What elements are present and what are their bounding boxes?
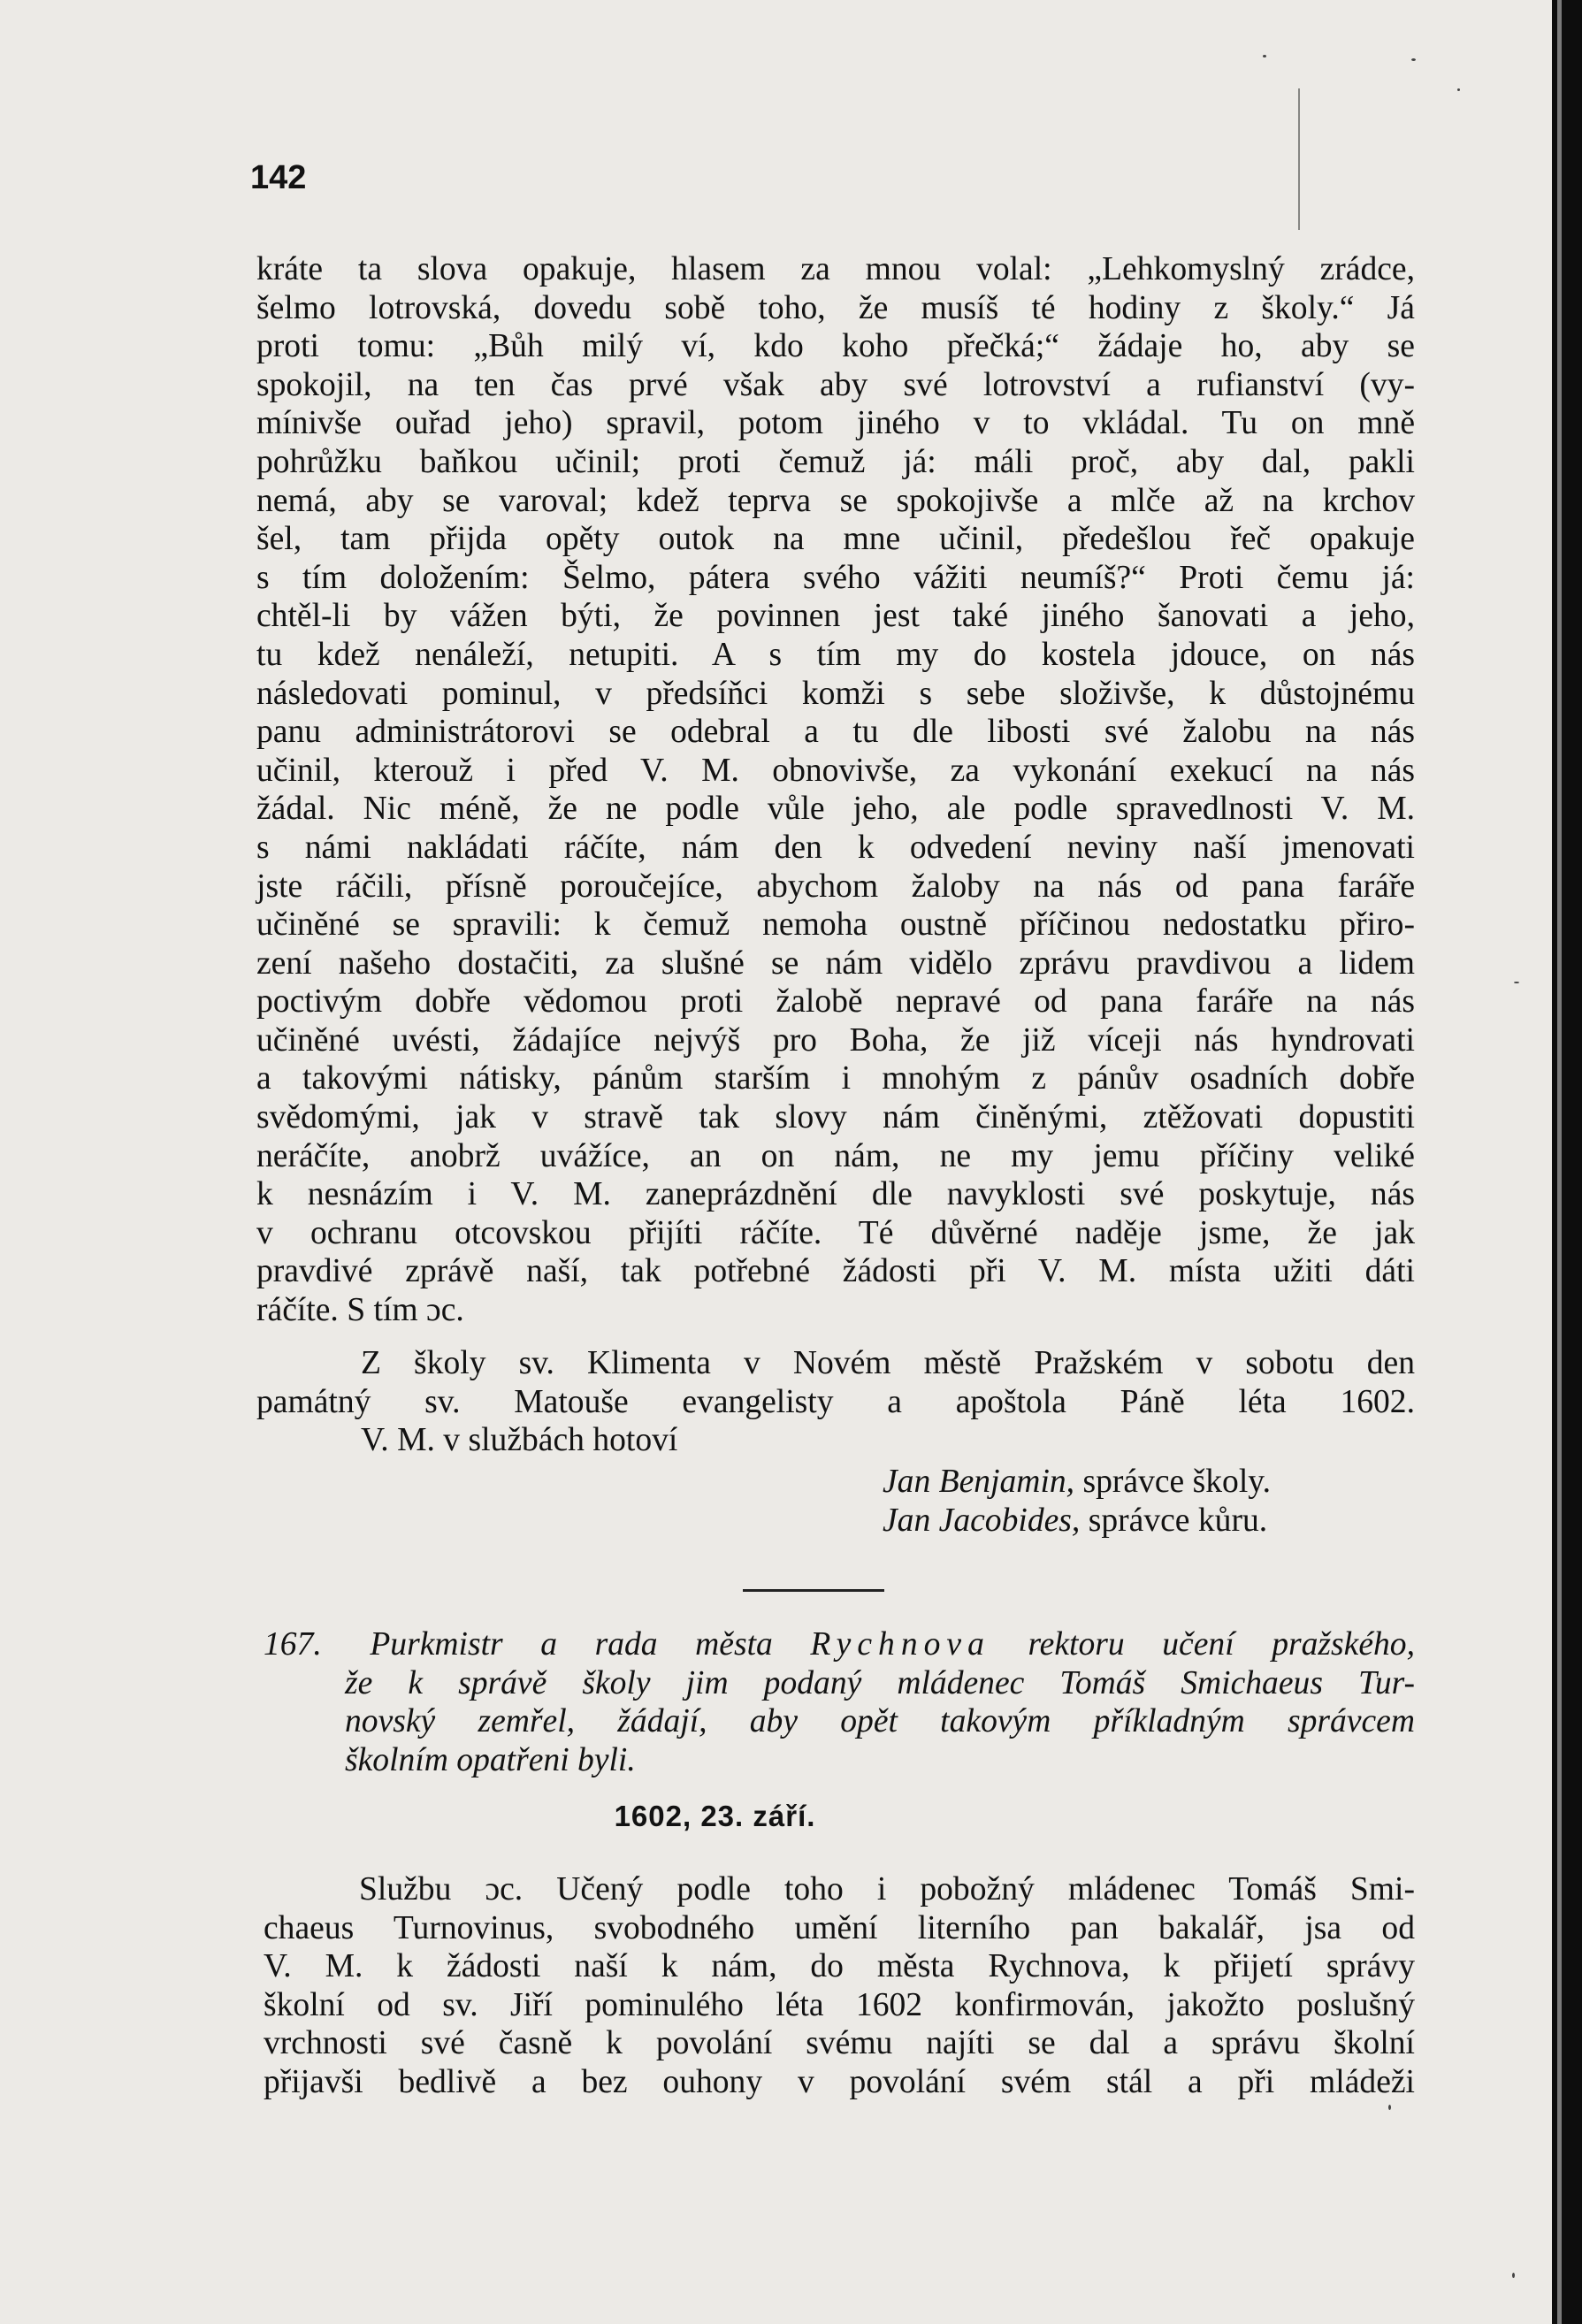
text-line: panu administrátorovi se odebral a tu dle libosti své žalobu na nás [256,714,1415,751]
text-line: žádal. Nic méně, že ne podle vůle jeho, ale podle spravedlnosti V. M. [256,791,1415,828]
document-date [0,1800,1582,1833]
text-line: učinil, kterouž i před V. M. obnovivše, za vykonání exekucí na nás [256,752,1415,789]
heading-town: Rychnova [810,1626,990,1663]
text-line: k nesnázím i V. M. zaneprázdnění dle navyklosti své poskytuje, nás [256,1176,1415,1213]
paper-speck [1457,88,1460,91]
closing-salutation: V. M. v službách hotoví [361,1422,678,1459]
text-line: učiněné uvésti, žádajíce nejvýš pro Boha, že již víceji nás hyndrovati [256,1021,1415,1059]
scan-edge [1552,0,1582,2324]
text-line: nemá, aby se varoval; kdež teprva se spokojivše a mlče až na krchov [256,482,1415,519]
paper-speck [1263,55,1266,57]
text-line: svědomými, jak v stravě tak slovy nám činěnými, ztěžovati dopustiti [256,1099,1415,1136]
paper-speck [1388,2105,1391,2110]
text-line: tu kdež nenáleží, netupiti. A s tím my do kostela jdouce, on nás [256,636,1415,673]
text-line: neráčíte, anobrž uvážíce, an on nám, ne my jemu příčiny veliké [256,1137,1415,1174]
heading-line: že k správě školy jim podaný mládenec Tomáš Smichaeus Tur- [345,1664,1415,1701]
section-divider [743,1589,884,1592]
text-line: spokojil, na ten čas prvé však aby své lotrovství a rufianství (vy- [256,366,1415,403]
paper-fold-mark [1298,88,1300,230]
text-line: Službu ɔc. Učený podle toho i pobožný mládenec Tomáš Smi- [359,1871,1415,1907]
document-number: 167. [264,1626,322,1663]
text-line: školní od sv. Jiří pominulého léta 1602 konfirmován, jakožto poslušný [264,1986,1415,2023]
text-line: chaeus Turnovinus, svobodného umění literního pan bakalář, jsa od [264,1909,1415,1946]
text-line: ráčíte. S tím ɔc. [256,1292,464,1329]
text-line: kráte ta slova opakuje, hlasem za mnou volal: „Lehkomyslný zrádce, [256,251,1415,287]
scan-edge-line [1557,0,1562,2324]
text-line: učiněné se spravili: k čemuž nemoha oustně příčinou nedostatku přiro- [256,906,1415,944]
text-line: s tím doložením: Šelmo, pátera svého vážiti neumíš?“ Proti čemu já: [256,559,1415,596]
signatory-role: správce kůru. [1088,1502,1268,1539]
heading-line: školním opatřeni byli. [345,1741,636,1778]
text-line: mínivše ouřad jeho) spravil, potom jiného v to vkládal. Tu on mně [256,405,1415,442]
text-line: šelmo lotrovská, dovedu sobě toho, že musíš té hodiny z školy.“ Já [256,289,1415,326]
text-line: a takovými nátisky, pánům starším i mnohým z pánův osadních dobře [256,1060,1415,1097]
signatory-role: správce školy. [1082,1464,1272,1500]
letter-body [256,250,1415,1330]
heading-text: Purkmistr a rada města [370,1626,773,1663]
text-line: vrchnosti své časně k povolání svému najíti se dal a správu školní [264,2025,1415,2062]
closing-date-line: památný sv. Matouše evangelisty a apoštola Páně léta 1602. [256,1383,1415,1420]
signatory-name: Jan Jacobides, [883,1502,1081,1539]
text-line: zení našeho dostačiti, za slušné se nám vidělo zprávu pravdivou a lidem [256,944,1415,982]
text-line: proti tomu: „Bůh milý ví, kdo koho přečká;“ žádaje ho, aby se [256,328,1415,365]
heading-line [264,1625,1415,1664]
text-line: následovati pominul, v předsíňci komži s sebe složivše, k důstojnému [256,675,1415,712]
paper-speck [1411,58,1416,61]
letter-body-2 [264,1870,1415,2102]
text-line: V. M. k žádosti naší k nám, do města Rychnova, k přijetí správy [264,1948,1415,1985]
text-line: s námi nakládati ráčíte, nám den k odvedení neviny naší jmenovati [256,829,1415,866]
page-number: 142 [250,159,307,196]
text-line: jste ráčili, přísně poroučejíce, abychom žaloby na nás od pana faráře [256,868,1415,905]
paper-speck [1514,982,1519,983]
closing-place-line: Z školy sv. Klimenta v Novém městě Pražském v sobotu den [361,1345,1415,1381]
document-heading [264,1625,1415,1779]
heading-text: rektoru učení pražského, [1028,1626,1415,1663]
text-line: chtěl-li by vážen býti, že povinnen jest také jiného šanovati a jeho, [256,598,1415,635]
document-date-text: 1602, 23. září. [614,1800,816,1832]
text-line: pravdivé zprávě naší, tak potřebné žádosti při V. M. místa užiti dáti [256,1253,1415,1290]
text-line: přijavši bedlivě a bez ouhony v povolání svém stál a při mládeži [264,2063,1415,2100]
text-line: poctivým dobře vědomou proti žalobě nepravé od pana faráře na nás [256,983,1415,1021]
text-line: v ochranu otcovskou přijíti ráčíte. Té důvěrné naděje jsme, že jak [256,1214,1415,1251]
letter-closing [256,1344,1415,1460]
signatory-name: Jan Benjamin, [883,1464,1075,1500]
heading-line: novský zemřel, žádají, aby opět takovým příkladným správcem [345,1703,1415,1740]
signature-2 [883,1502,1267,1540]
text-line: šel, tam přijda opěty outok na mne učinil, předešlou řeč opakuje [256,521,1415,558]
paper-speck [1512,2273,1515,2278]
text-line: pohrůžku baňkou učinil; proti čemuž já: máli proč, aby dal, pakli [256,443,1415,480]
signature-1 [883,1463,1271,1502]
